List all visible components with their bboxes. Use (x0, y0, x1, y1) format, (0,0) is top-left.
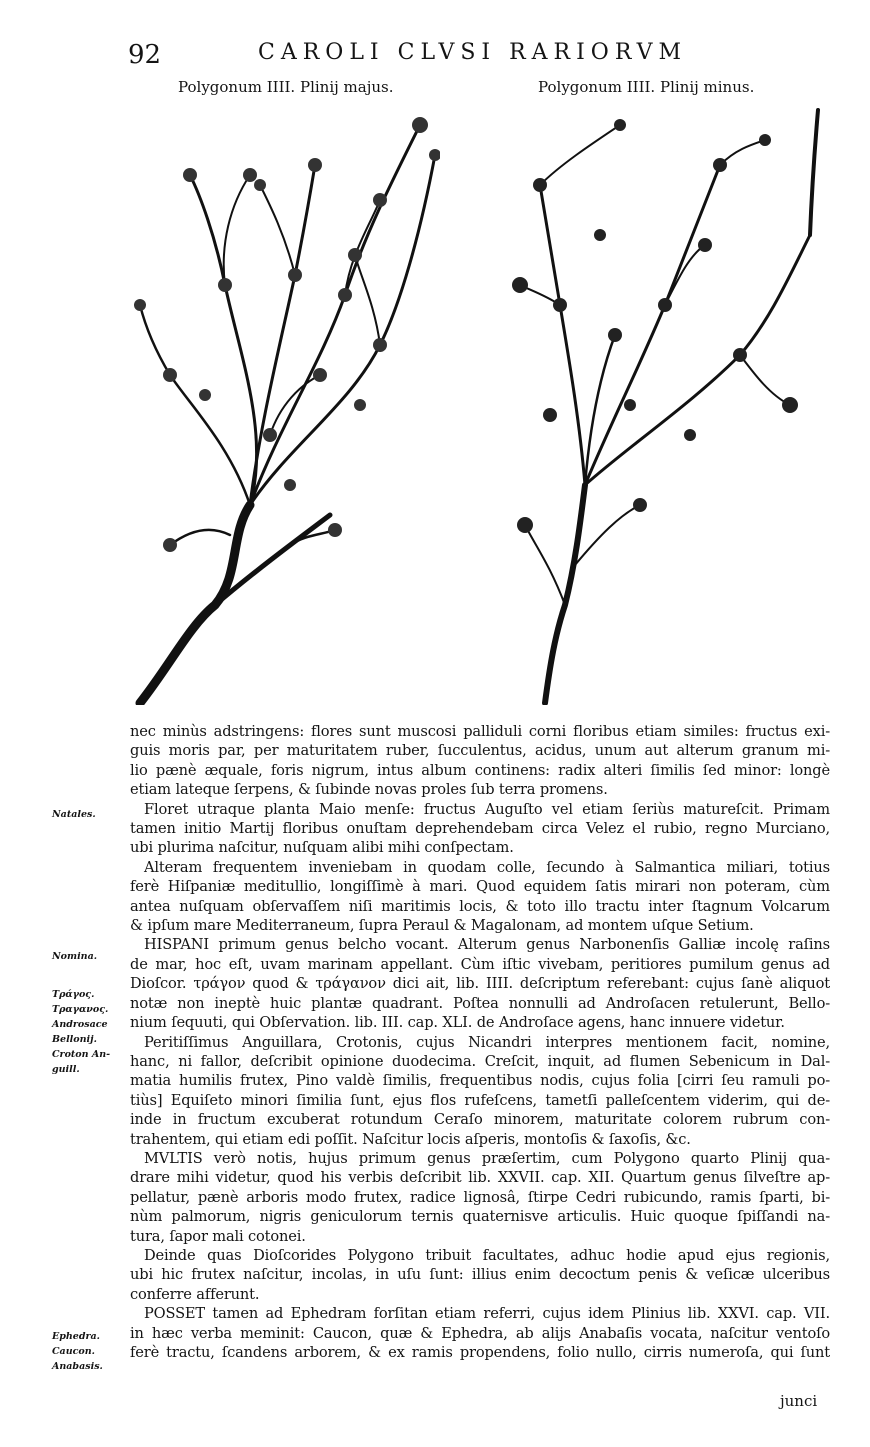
paragraph-2 (130, 800, 830, 858)
text-line: tura, ſapor mali cotonei. (130, 1227, 306, 1245)
text-line: ferè Hiſpaniæ meditullio, longiſſimè à mari. Quod equidem ſatis mirari non poteram, cùm (130, 878, 830, 896)
text-line: Floret utraque planta Maio menſe: fructus Auguſto vel etiam ſeriùs matureſcit. Primam (144, 800, 830, 818)
margin-note-croton: Croton An- (52, 1049, 111, 1060)
paragraph-8 (130, 1304, 830, 1362)
margin-note-caucon: Caucon. (52, 1346, 95, 1357)
paragraph-3 (130, 858, 830, 936)
text-line: & ipſum mare Mediterraneum, ſupra Peraul & Magalonam, ad montem uſque Setium. (130, 917, 754, 935)
text-line: matia humilis frutex, Pino valdè ſimilis, frequentibus nodis, cujus folia [cirri ſeu ramuli po- (130, 1072, 830, 1090)
paragraph-7 (130, 1246, 830, 1304)
text-line: POSSET tamen ad Ephedram forſitan etiam referri, cujus idem Plinius lib. XXVI. cap. VII. (144, 1305, 830, 1323)
margin-note-guill: guill. (52, 1064, 80, 1075)
text-line: in hæc verba meminit: Caucon, quæ & Ephedra, ab alijs Anabaſis vocata, naſcitur ventoſo (130, 1324, 830, 1342)
text-line: MVLTIS verò notis, hujus primum genus præſertim, cum Polygono quarto Plinij qua- (144, 1149, 830, 1167)
margin-note-natales: Natales. (52, 809, 96, 820)
paragraph-5 (130, 1033, 830, 1149)
text-line: inde in fructum excuberat rotundum Ceraſo minorem, maturitate colorem rubrum con- (130, 1111, 830, 1129)
text-line: de mar, hoc eſt, uvam marinam appellant. Cùm iſtic vivebam, peritiores pumilum genus ad (130, 955, 830, 973)
paragraph-6 (130, 1149, 830, 1246)
paragraph-4 (130, 935, 830, 1032)
text-line: nùm palmorum, nigris geniculorum ternis quaternisve articulis. Huic quoque ſpiſſandi na- (130, 1208, 830, 1226)
catchword: junci (780, 1392, 818, 1410)
text-line: Dioſcor. τράγον quod & τράγανον dici ait, lib. IIII. deſcriptum referebant: cujus ſanè aliquot (130, 975, 830, 993)
text-line: tiùs] Equiſeto minori ſimilia ſunt, ejus flos rufeſcens, tametſi palleſcentem viderim, qui de- (130, 1091, 830, 1109)
left-figure-caption: Polygonum IIII. Plinij majus. (178, 78, 394, 96)
text-line: etiam lateque ſerpens, & ſubinde novas proles ſub terra promens. (130, 781, 608, 799)
margin-note-nomina: Nomina. (52, 951, 98, 962)
polygonum-minus-illustration (490, 105, 820, 705)
text-line: ubi hic frutex naſcitur, incolas, in uſu ſunt: illius enim decoctum penis & veſicæ ulceribus (130, 1266, 830, 1284)
text-line: tamen initio Martij floribus onuſtam deprehendebam circa Velez el rubio, regno Murciano, (130, 820, 830, 838)
body-text (130, 722, 830, 1362)
text-line: drare mihi videtur, quod his verbis deſcribit lib. XXVII. cap. XII. Quartum genus ſilveſtre ap- (130, 1169, 830, 1187)
text-line: Peritiſſimus Anguillara, Crotonis, cujus Nicandri interpres mentionem facit, nomine, (144, 1033, 830, 1051)
margin-note-bellonij: Bellonij. (52, 1034, 97, 1045)
running-title: CAROLI CLVSI RARIORVM (258, 40, 688, 65)
text-line: guis moris par, per maturitatem ruber, ſucculentus, acidus, unum aut alterum granum mi- (130, 742, 830, 760)
text-line: trahentem, qui etiam edi poſſit. Naſcitur locis aſperis, montoſis & ſaxoſis, &c. (130, 1130, 691, 1148)
margin-note-tragos: Τράγος. (52, 989, 95, 1000)
margin-note-traganos: Τραγανος. (52, 1004, 109, 1015)
paragraph-1 (130, 722, 830, 800)
polygonum-majus-illustration (130, 105, 440, 705)
margin-note-ephedra: Ephedra. (52, 1331, 100, 1342)
right-figure-caption: Polygonum IIII. Plinij minus. (538, 78, 755, 96)
text-line: nium ſequuti, qui Obſervation. lib. III. cap. XLI. de Androſace agens, hanc innuere videtur. (130, 1014, 785, 1032)
text-line: ubi plurima naſcitur, nuſquam alibi mihi conſpectam. (130, 839, 514, 857)
text-line: Alteram frequentem inveniebam in quodam colle, ſecundo à Salmantica miliari, totius (144, 858, 830, 876)
text-line: ferè tractu, ſcandens arborem, & ex ramis propendens, folio nullo, cirris numeroſa, qui ſunt (130, 1344, 830, 1361)
margin-note-androsace: Androsace (52, 1019, 108, 1030)
text-line: pellatur, pænè arboris modo frutex, radice lignosâ, ſtirpe Cedri rubicundo, ramis ſparti, bi- (130, 1188, 830, 1206)
page-number: 92 (128, 40, 162, 70)
text-line: antea nuſquam obſervaſſem niſi maritimis locis, & toto illo tractu inter ſtagnum Volcarum (130, 897, 830, 915)
margin-note-anabasis: Anabasis. (52, 1361, 103, 1372)
text-line: HISPANI primum genus belcho vocant. Alterum genus Narbonenſis Galliæ incolę raſins (144, 936, 830, 954)
text-line: hanc, ni fallor, deſcribit opinione duodecima. Creſcit, inquit, ad flumen Sebenicum in Dal- (130, 1052, 830, 1070)
text-line: nec minùs adstringens: flores sunt muscosi palliduli corni floribus etiam similes: fructus exi- (130, 723, 830, 740)
text-line: notæ non ineptè huic plantæ quadrant. Poſtea nonnulli ad Androſacen retulerunt, Bello- (130, 994, 830, 1012)
text-line: lio pænè æquale, foris nigrum, intus album continens: radix alteri ſimilis ſed minor: longè (130, 761, 830, 779)
text-line: Deinde quas Dioſcorides Polygono tribuit facultates, adhuc hodie apud ejus regionis, (144, 1246, 830, 1264)
text-line: conferre afferunt. (130, 1285, 260, 1303)
